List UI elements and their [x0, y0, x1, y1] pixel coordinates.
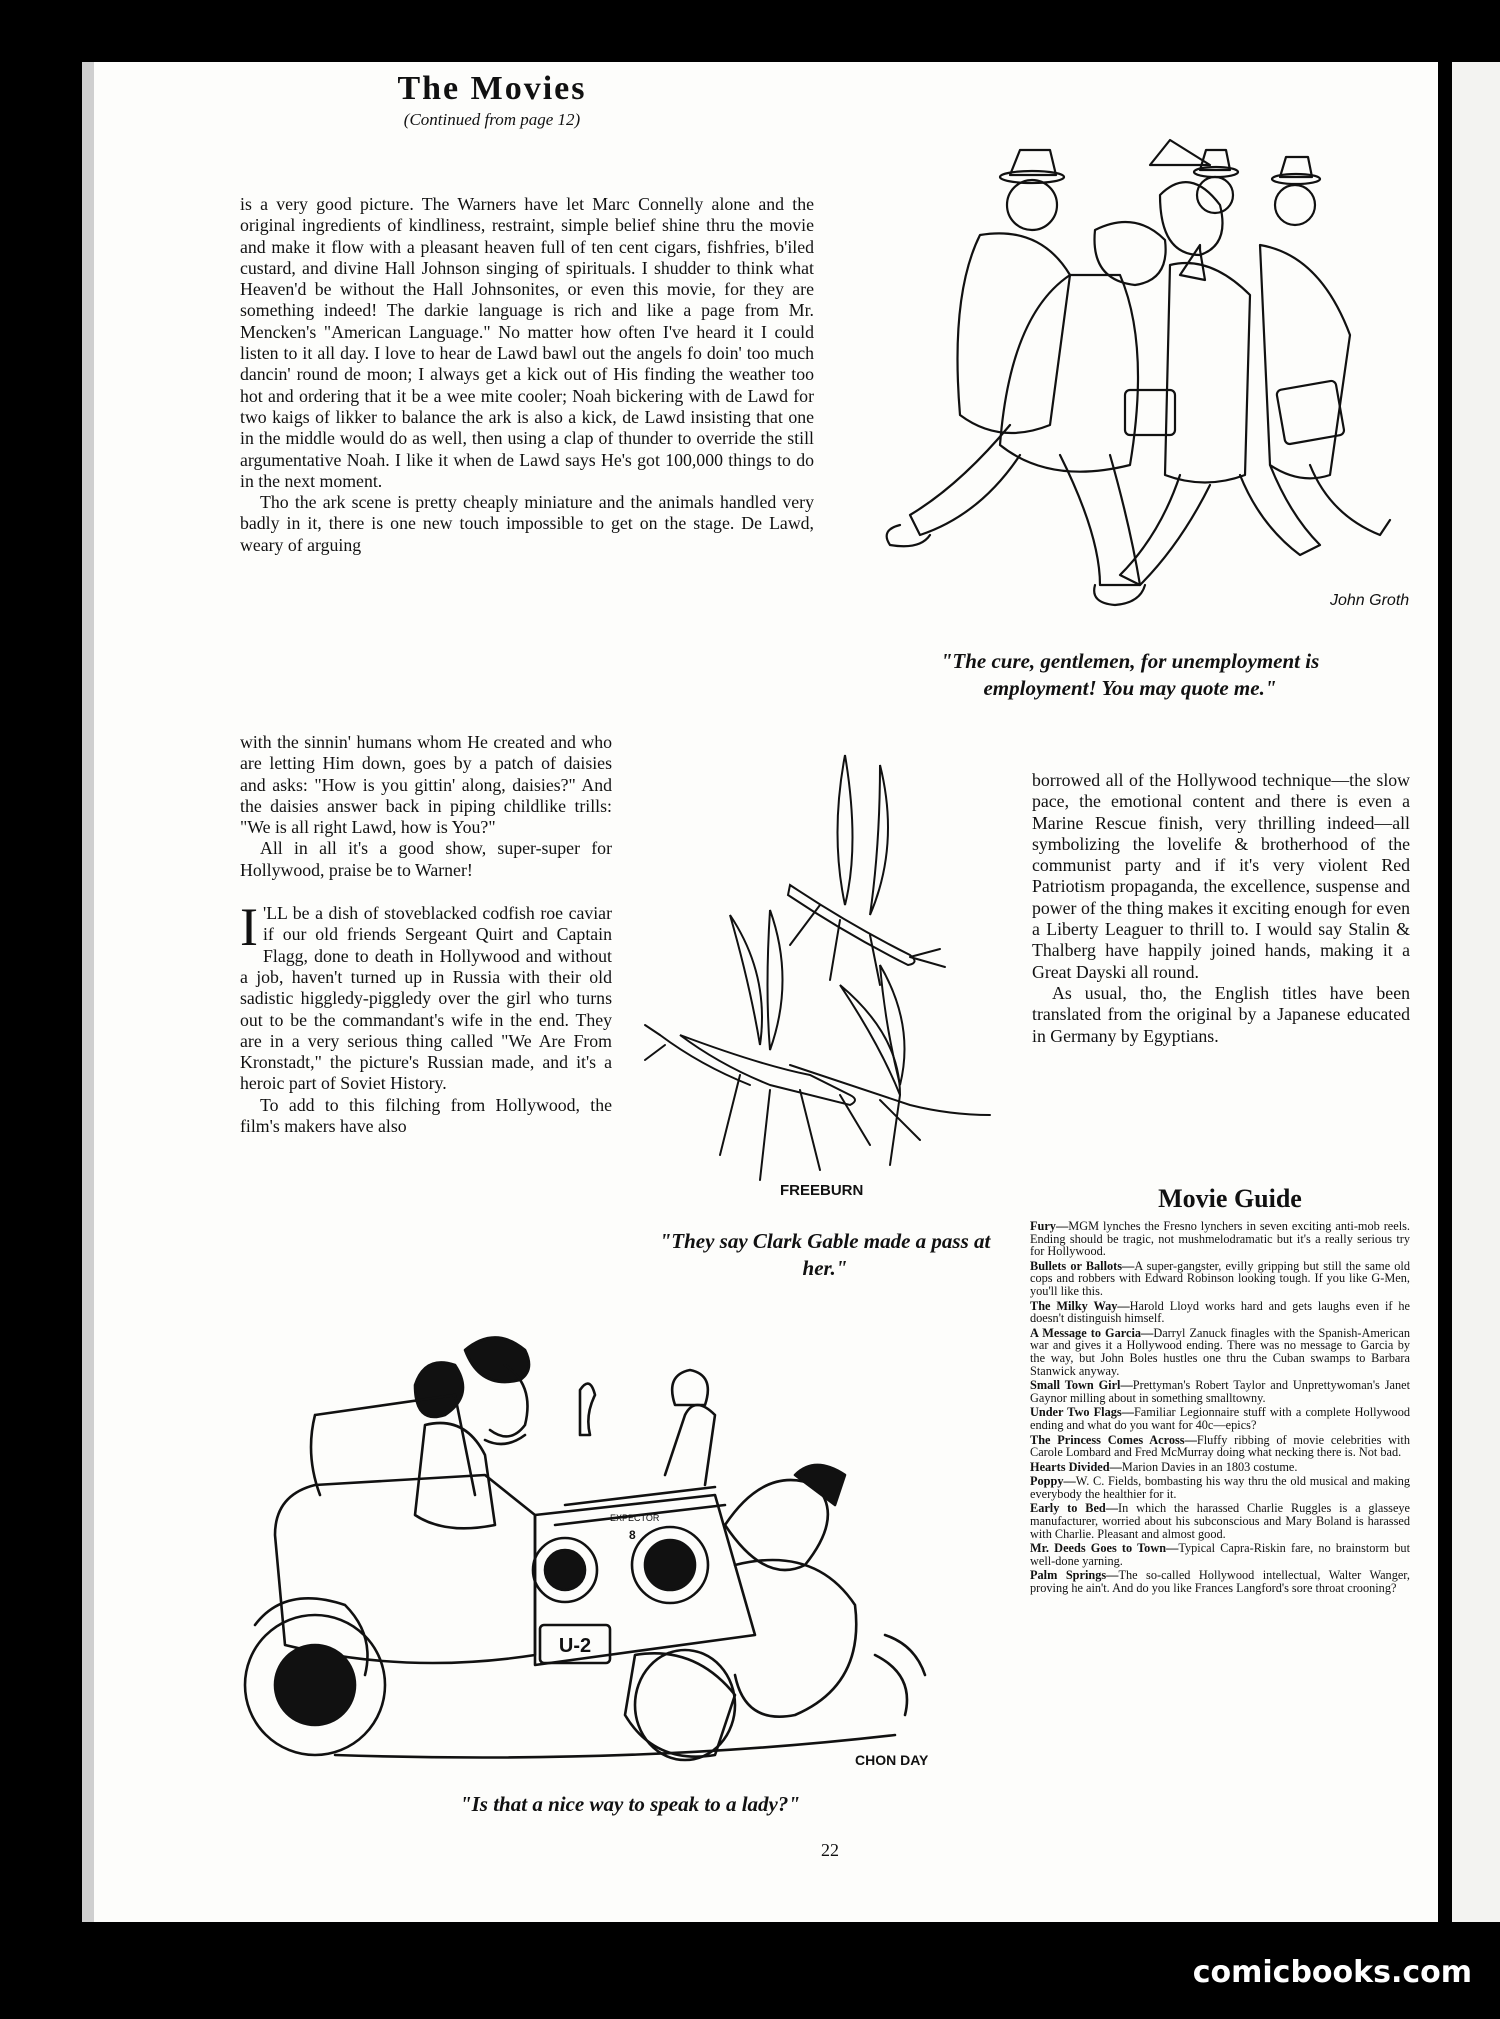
- guide-title: Mr. Deeds Goes to Town —: [1030, 1541, 1178, 1555]
- page-binding-edge: [82, 62, 94, 1922]
- guide-text: Familiar Legionnaire stuff with a complete Hollywood ending and what do you want for 40c—epics?: [1030, 1405, 1410, 1432]
- license-plate: U-2: [558, 1635, 592, 1657]
- guide-entry: [1030, 1260, 1410, 1298]
- businessmen-cartoon: [860, 135, 1410, 615]
- guide-text: Marion Davies in an 1803 costume.: [1121, 1459, 1298, 1474]
- businessmen-signature: John Groth: [1330, 592, 1410, 609]
- mosquito-signature: FREEBURN: [780, 1182, 864, 1199]
- drop-cap: I: [240, 897, 258, 958]
- guide-entry: [1030, 1406, 1410, 1431]
- car-signature: CHON DAY: [855, 1752, 929, 1768]
- guide-title: Bullets or Ballots —: [1030, 1259, 1134, 1273]
- site-watermark: comicbooks.com: [1192, 1955, 1472, 1990]
- radiator-number: 8: [629, 1528, 636, 1542]
- article-summary: All in all it's a good show, super-super for Hollywood, praise be to Warner!: [240, 838, 612, 880]
- guide-title: Small Town Girl —: [1030, 1378, 1133, 1392]
- mosquito-caption: "They say Clark Gable made a pass at her.": [659, 1229, 991, 1280]
- guide-entry: [1030, 1300, 1410, 1325]
- guide-title: Hearts Divided —: [1030, 1460, 1122, 1474]
- guide-text: MGM lynches the Fresno lynchers in seven exciting anti-mob reels. Ending should be tragic, not mushmelodramatic but it's a really serious try for Hollywood.: [1030, 1219, 1410, 1259]
- movie-guide-heading: Movie Guide: [1158, 1184, 1302, 1213]
- guide-text: Fluffy ribbing of movie celebrities with Carole Lombard and Fred McMurray doing what necking there is. Not bad.: [1030, 1432, 1410, 1460]
- next-page-sliver: [1452, 62, 1500, 1922]
- article-paragraph: As usual, tho, the English titles have been translated from the original by a Japanese educated in Germany by Egyptians.: [1032, 982, 1410, 1046]
- car-cartoon: [255, 1325, 975, 1795]
- guide-text: A super-gangster, evilly gripping but still the same old cops and robbers with Edward Robinson looking tough. If you like G-Men, you'll like this.: [1030, 1258, 1410, 1298]
- article-paragraph: To add to this filching from Hollywood, the film's makers have also: [240, 1094, 612, 1137]
- article-paragraph: borrowed all of the Hollywood technique—the slow pace, the emotional content and there is even a Marine Rescue finish, very thrilling indeed—all symbolizing the lovelife & brotherhood of the communist party and if it's very violent Red Patriotism propaganda, the excellence, suspense and power of the thing makes it exciting enough for even a Liberty Leaguer to thrill to. I would say Stalin & Thalberg have happily joined hands, making it a Great Dayski all round.: [1032, 770, 1410, 982]
- kronstadt-paragraph: [240, 897, 612, 1095]
- page-number: 22: [821, 1840, 839, 1860]
- guide-text: In which the harassed Charlie Ruggles is a glasseye manufacturer, worried about his subconscious and Mary Boland is harassed with Charlie. Pleasant and almost good.: [1030, 1501, 1411, 1541]
- guide-entry: [1030, 1327, 1410, 1377]
- guide-title: Under Two Flags —: [1030, 1405, 1134, 1419]
- mosquito-cartoon: [640, 745, 1020, 1205]
- guide-title: Fury —: [1030, 1219, 1068, 1233]
- guide-entry: [1030, 1569, 1410, 1594]
- guide-title: A Message to Garcia —: [1030, 1326, 1153, 1340]
- guide-entry: [1030, 1220, 1410, 1258]
- guide-entry: [1030, 1542, 1410, 1567]
- radiator-label: EXPECTOR: [610, 1513, 660, 1523]
- guide-text: Prettyman's Robert Taylor and Unprettywoman's Janet Gaynor milling about in something smalltowny.: [1030, 1378, 1411, 1405]
- guide-text: Harold Lloyd works hard and gets laughs even if he doesn't distinguish himself.: [1030, 1298, 1410, 1326]
- guide-entry: [1030, 1502, 1410, 1540]
- guide-text: W. C. Fields, bombasting his way thru the old musical and making everybody the healthier for it.: [1030, 1474, 1410, 1501]
- guide-entry: [1030, 1461, 1410, 1474]
- article-paragraph: with the sinnin' humans whom He created and who are letting Him down, goes by a patch of daisies and asks: "How is you gittin' along, daisies?" And the daisies answer back in piping childlike trills: "We is all right Lawd, how is You?": [240, 732, 612, 838]
- guide-title: Early to Bed —: [1030, 1501, 1118, 1515]
- guide-text: Typical Capra-Riskin fare, no brainstorm but well-done yarning.: [1030, 1541, 1410, 1568]
- kronstadt-text: 'LL be a dish of stoveblacked codfish roe caviar if our old friends Sergeant Quirt and Captain Flagg, done to death in Hollywood and without a job, haven't turned up in Russia with their old sadistic higgledy-piggledy over the girl who turns out to be the commandant's wife in the end. They are in a very serious thing called "We Are From Kronstadt," the picture's Russian made, and it's a heroic part of Soviet History.: [240, 903, 612, 1094]
- article-column-2: [240, 732, 612, 1137]
- continued-note: (Continued from page 12): [403, 110, 581, 129]
- article-column-1: [240, 194, 814, 556]
- article-column-3: [1032, 770, 1410, 1047]
- guide-entry: [1030, 1475, 1410, 1500]
- article-title: The Movies: [397, 70, 587, 107]
- guide-entry: [1030, 1379, 1410, 1404]
- article-paragraph: Tho the ark scene is pretty cheaply miniature and the animals handled very badly in it, there is one new touch impossible to get on the stage. De Lawd, weary of arguing: [240, 492, 814, 555]
- guide-title: Palm Springs —: [1030, 1568, 1118, 1582]
- businessmen-caption: "The cure, gentlemen, for unemployment is employment! You may quote me.": [940, 649, 1320, 700]
- guide-title: The Princess Comes Across —: [1030, 1433, 1197, 1447]
- guide-entry: [1030, 1434, 1410, 1459]
- guide-text: Darryl Zanuck finagles with the Spanish-American war and gives it a Hollywood ending. There was no message to Garcia by the way, but John Boles hustles one thru the Cuban swamps to Barbara Stanwick anyway.: [1030, 1325, 1410, 1378]
- guide-title: Poppy —: [1030, 1474, 1076, 1488]
- guide-title: The Milky Way —: [1030, 1299, 1130, 1313]
- car-caption: "Is that a nice way to speak to a lady?": [459, 1792, 801, 1816]
- movie-guide-list: [1030, 1220, 1410, 1597]
- article-paragraph: is a very good picture. The Warners have let Marc Connelly alone and the original ingredients of kindliness, restraint, simple belief shine thru the movie and make it flow with a pleasant heaven full of ten cent cigars, fishfries, b'iled custard, and divine Hall Johnson singing of spirituals. I shudder to think what Heaven'd be without the Hall Johnsonites, or even this movie, for they are something indeed! The darkie language is rich and like a page from Mr. Mencken's "American Language." No matter how often I've heard it I could listen to it all day. I love to hear de Lawd bawl out the angels fo doin' too much dancin' round de moon; I always get a kick out of His finding the weather too hot and ordering that it be a wee mite cooler; Noah bickering with de Lawd for two kaigs of likker to balance the ark is also a kick, de Lawd insisting that one in the middle would do as well, then using a clap of thunder to override the still argumentative Noah. I like it when de Lawd says He's got 100,000 things to do in the next moment.: [240, 194, 814, 491]
- guide-text: The so-called Hollywood intellectual, Walter Wanger, proving he ain't. And do you like Frances Langford's sore throat crooning?: [1030, 1568, 1410, 1596]
